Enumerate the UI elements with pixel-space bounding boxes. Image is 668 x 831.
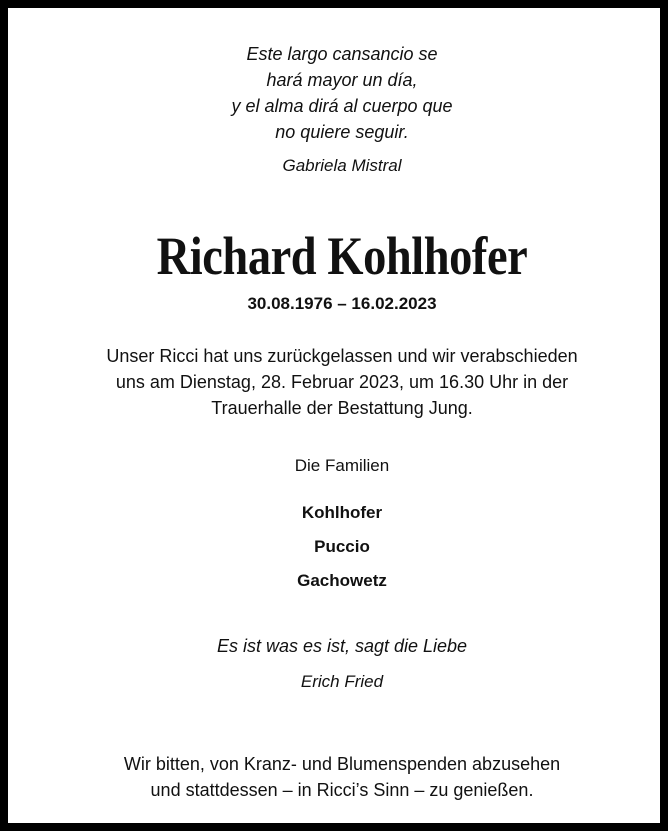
request-line-2: und stattdessen – in Ricci’s Sinn – zu genießen. <box>150 780 534 800</box>
quote-author: Gabriela Mistral <box>282 156 402 175</box>
quote-line-1: Este largo cansancio se <box>246 44 438 64</box>
quote-line-4: no quiere seguir. <box>275 122 409 142</box>
announcement-line-3: Trauerhalle der Bestattung Jung. <box>211 398 473 418</box>
deceased-name: Richard Kohlhofer <box>156 226 528 286</box>
family-name-3: Gachowetz <box>297 571 387 590</box>
request-line-1: Wir bitten, von Kranz- und Blumenspenden abzusehen <box>123 754 561 774</box>
families-intro: Die Familien <box>294 456 390 475</box>
announcement-line-2: uns am Dienstag, 28. Februar 2023, um 16.30 Uhr in der <box>115 372 569 392</box>
family-name-1: Kohlhofer <box>301 503 383 522</box>
closing-quote: Es ist was es ist, sagt die Liebe <box>216 636 468 656</box>
closing-quote-author: Erich Fried <box>300 672 384 691</box>
family-name-2: Puccio <box>314 537 370 556</box>
announcement-line-1: Unser Ricci hat uns zurückgelassen und wir verabschieden <box>106 346 578 366</box>
quote-line-2: hará mayor un día, <box>266 70 418 90</box>
quote-line-3: y el alma dirá al cuerpo que <box>231 96 453 116</box>
life-dates: 30.08.1976 – 16.02.2023 <box>247 294 437 313</box>
